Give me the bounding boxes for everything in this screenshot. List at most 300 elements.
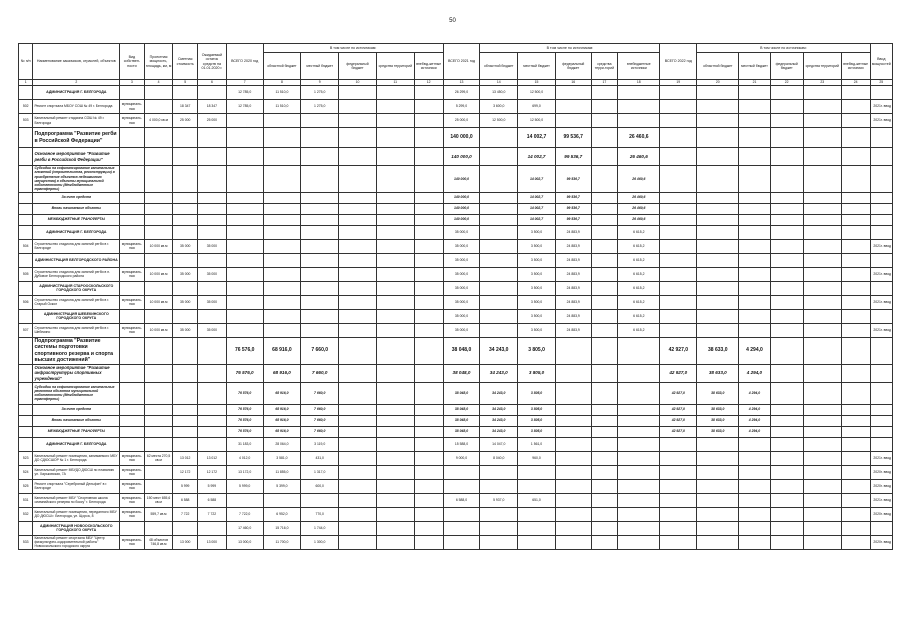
value-cell: [339, 323, 377, 337]
table-row: [19, 192, 893, 203]
table-row: [19, 114, 893, 128]
value-cell: 11 510,0: [263, 86, 301, 100]
value-cell: [555, 86, 591, 100]
info-cell: [120, 225, 144, 239]
value-cell: 5 299,0: [443, 100, 480, 114]
value-cell: [660, 114, 697, 128]
value-cell: [414, 404, 443, 415]
value-cell: [591, 535, 618, 549]
value-cell: 42 927,0: [660, 382, 697, 404]
value-cell: [480, 148, 518, 166]
value-cell: [739, 281, 770, 295]
row-number-cell: [19, 426, 33, 437]
value-cell: 3 805,0: [518, 382, 556, 404]
value-cell: 99 536,7: [555, 192, 591, 203]
column-number: 15: [518, 80, 556, 86]
info-cell: [144, 404, 173, 415]
value-cell: 6 615,2: [618, 295, 660, 309]
value-cell: [618, 535, 660, 549]
sub-terr-2021: средства терри-торий: [591, 53, 618, 80]
value-cell: [739, 253, 770, 267]
value-cell: [301, 493, 339, 507]
value-cell: [376, 239, 414, 253]
sub-fed-2022: федеральный бюджет: [770, 53, 803, 80]
column-number: 22: [770, 80, 803, 86]
info-cell: [144, 382, 173, 404]
value-cell: [660, 192, 697, 203]
value-cell: [376, 166, 414, 193]
value-cell: [660, 521, 697, 535]
value-cell: [376, 426, 414, 437]
value-cell: [803, 203, 841, 214]
value-cell: [263, 253, 301, 267]
value-cell: [591, 225, 618, 239]
info-cell: [173, 214, 197, 225]
value-cell: 24 883,9: [555, 323, 591, 337]
value-cell: [770, 225, 803, 239]
row-number-cell: [19, 337, 33, 364]
value-cell: 35 000,0: [443, 267, 480, 281]
column-number: 2: [33, 80, 120, 86]
info-cell: муниципаль-ная: [120, 451, 144, 465]
info-cell: [197, 148, 226, 166]
row-name-cell: Капитальный ремонт помещения, занимаемого МБУ ДО СДЮСШОР № 1 г. Белгорода: [33, 451, 120, 465]
table-row: [19, 148, 893, 166]
row-number-cell: 503: [19, 114, 33, 128]
value-cell: [339, 493, 377, 507]
value-cell: [301, 192, 339, 203]
info-cell: муниципаль-ная: [120, 114, 144, 128]
row-name-cell: АДМИНИСТРАЦИЯ Г. БЕЛГОРОДА: [33, 86, 120, 100]
value-cell: [376, 437, 414, 451]
value-cell: 7 660,0: [301, 337, 339, 364]
value-cell: [480, 166, 518, 193]
value-cell: [660, 323, 697, 337]
info-cell: [197, 521, 226, 535]
info-cell: [173, 337, 197, 364]
value-cell: [697, 309, 739, 323]
info-cell: [173, 128, 197, 148]
value-cell: [226, 493, 263, 507]
info-cell: 5 999: [173, 479, 197, 493]
value-cell: [555, 437, 591, 451]
value-cell: 42 927,0: [660, 404, 697, 415]
value-cell: [591, 86, 618, 100]
value-cell: 960,0: [518, 451, 556, 465]
info-cell: 7 722: [197, 507, 226, 521]
value-cell: [591, 521, 618, 535]
value-cell: [591, 267, 618, 281]
value-cell: 3 500,0: [518, 281, 556, 295]
value-cell: 11 700,0: [263, 535, 301, 549]
value-cell: 35 000,0: [443, 323, 480, 337]
value-cell: [660, 214, 697, 225]
commission-cell: 2021г. ввод: [870, 100, 892, 114]
info-cell: [120, 337, 144, 364]
value-cell: 15 716,0: [263, 521, 301, 535]
row-number-cell: 525: [19, 479, 33, 493]
row-name-cell: Строительство стадиона для занятий регби в г. Шебекино: [33, 323, 120, 337]
commission-cell: [870, 166, 892, 193]
value-cell: [697, 239, 739, 253]
value-cell: [480, 203, 518, 214]
value-cell: [555, 415, 591, 426]
column-number: 6: [197, 80, 226, 86]
info-cell: [120, 253, 144, 267]
value-cell: [263, 214, 301, 225]
value-cell: [591, 309, 618, 323]
value-cell: [803, 281, 841, 295]
commission-cell: 2021г. ввод: [870, 295, 892, 309]
commission-cell: 2020г. ввод: [870, 465, 892, 479]
value-cell: 699,0: [518, 100, 556, 114]
value-cell: [226, 148, 263, 166]
value-cell: [555, 100, 591, 114]
info-cell: [197, 203, 226, 214]
column-number: 8: [263, 80, 301, 86]
commission-cell: [870, 225, 892, 239]
column-number: 12: [414, 80, 443, 86]
value-cell: [414, 295, 443, 309]
value-cell: [376, 479, 414, 493]
value-cell: [803, 521, 841, 535]
value-cell: [841, 479, 870, 493]
value-cell: [414, 281, 443, 295]
commission-cell: [870, 426, 892, 437]
column-number: 23: [803, 80, 841, 86]
value-cell: [339, 451, 377, 465]
table-row: [19, 323, 893, 337]
value-cell: [339, 479, 377, 493]
value-cell: 24 883,9: [555, 267, 591, 281]
value-cell: 68 916,0: [263, 337, 301, 364]
row-name-cell: АДМИНИСТРАЦИЯ БЕЛГОРОДСКОГО РАЙОНА: [33, 253, 120, 267]
value-cell: [841, 148, 870, 166]
info-cell: [197, 415, 226, 426]
value-cell: [739, 166, 770, 193]
value-cell: 140 000,0: [443, 192, 480, 203]
value-cell: [591, 437, 618, 451]
value-cell: [739, 128, 770, 148]
value-cell: [739, 203, 770, 214]
value-cell: [770, 451, 803, 465]
value-cell: [480, 239, 518, 253]
value-cell: [263, 295, 301, 309]
value-cell: [770, 493, 803, 507]
value-cell: 31 183,0: [226, 437, 263, 451]
value-cell: [591, 203, 618, 214]
info-cell: муниципаль-ная: [120, 295, 144, 309]
value-cell: [591, 114, 618, 128]
table-row: [19, 253, 893, 267]
info-cell: 35 000: [197, 295, 226, 309]
value-cell: 68 916,0: [263, 415, 301, 426]
row-name-cell: Капитальный ремонт спортзала МБУ "Центр физкультурно-оздоровительной работы" Новооскольского городского округа: [33, 535, 120, 549]
value-cell: 38 633,0: [697, 404, 739, 415]
info-cell: [197, 192, 226, 203]
info-cell: [197, 382, 226, 404]
value-cell: [660, 295, 697, 309]
value-cell: [770, 404, 803, 415]
value-cell: [697, 114, 739, 128]
info-cell: [120, 148, 144, 166]
value-cell: [443, 535, 480, 549]
value-cell: [770, 309, 803, 323]
sub-fed-2021: федеральный бюджет: [555, 53, 591, 80]
table-row: [19, 364, 893, 382]
column-number: 13: [443, 80, 480, 86]
value-cell: [803, 239, 841, 253]
value-cell: [803, 128, 841, 148]
info-cell: [120, 214, 144, 225]
value-cell: [660, 148, 697, 166]
value-cell: [841, 364, 870, 382]
row-name-cell: МЕЖБЮДЖЕТНЫЕ ТРАНСФЕРТЫ: [33, 426, 120, 437]
info-cell: 18 347: [173, 100, 197, 114]
value-cell: [414, 323, 443, 337]
table-row: [19, 100, 893, 114]
info-cell: [173, 148, 197, 166]
value-cell: [226, 267, 263, 281]
value-cell: [480, 267, 518, 281]
value-cell: [339, 267, 377, 281]
value-cell: 3 805,0: [518, 415, 556, 426]
info-cell: [120, 426, 144, 437]
value-cell: [339, 437, 377, 451]
value-cell: [555, 451, 591, 465]
info-cell: 150 мест 655,6 кв.м: [144, 493, 173, 507]
info-cell: [197, 404, 226, 415]
value-cell: 26 460,6: [618, 148, 660, 166]
value-cell: [841, 100, 870, 114]
row-number-cell: [19, 225, 33, 239]
value-cell: [697, 281, 739, 295]
value-cell: [770, 521, 803, 535]
column-number: 11: [376, 80, 414, 86]
value-cell: 3 500,0: [518, 295, 556, 309]
info-cell: [120, 309, 144, 323]
value-cell: [414, 203, 443, 214]
value-cell: [591, 415, 618, 426]
info-cell: [120, 86, 144, 100]
value-cell: [841, 128, 870, 148]
value-cell: 600,0: [301, 479, 339, 493]
value-cell: [841, 267, 870, 281]
value-cell: [697, 100, 739, 114]
info-cell: [144, 426, 173, 437]
info-cell: 35 000: [197, 323, 226, 337]
value-cell: 3 119,0: [301, 437, 339, 451]
info-cell: 10 000 кв.м: [144, 323, 173, 337]
value-cell: [697, 253, 739, 267]
value-cell: [376, 214, 414, 225]
info-cell: [144, 364, 173, 382]
value-cell: [414, 437, 443, 451]
value-cell: [739, 86, 770, 100]
commission-cell: 2021г. ввод: [870, 114, 892, 128]
value-cell: [739, 465, 770, 479]
table-row: [19, 437, 893, 451]
value-cell: [301, 214, 339, 225]
commission-cell: 2021г. ввод: [870, 493, 892, 507]
value-cell: [591, 426, 618, 437]
info-cell: 13 000: [173, 535, 197, 549]
info-cell: [120, 521, 144, 535]
value-cell: [697, 465, 739, 479]
value-cell: [770, 415, 803, 426]
value-cell: [518, 535, 556, 549]
value-cell: 26 460,6: [618, 192, 660, 203]
value-cell: [591, 214, 618, 225]
value-cell: [618, 521, 660, 535]
value-cell: [618, 404, 660, 415]
info-cell: [144, 203, 173, 214]
table-row: [19, 309, 893, 323]
value-cell: [697, 437, 739, 451]
value-cell: [803, 404, 841, 415]
value-cell: [263, 192, 301, 203]
value-cell: [770, 295, 803, 309]
value-cell: [770, 100, 803, 114]
value-cell: [803, 214, 841, 225]
column-number: 24: [841, 80, 870, 86]
sub-obl-2021: областной бюджет: [480, 53, 518, 80]
value-cell: [841, 451, 870, 465]
value-cell: 7 660,0: [301, 364, 339, 382]
value-cell: [518, 479, 556, 493]
row-name-cell: Вновь начинаемые объекты: [33, 415, 120, 426]
value-cell: [803, 192, 841, 203]
info-cell: [173, 426, 197, 437]
value-cell: [263, 128, 301, 148]
info-cell: [120, 382, 144, 404]
value-cell: [660, 493, 697, 507]
value-cell: [301, 281, 339, 295]
value-cell: 38 048,0: [443, 426, 480, 437]
value-cell: 26 460,6: [618, 214, 660, 225]
value-cell: 4 012,0: [226, 451, 263, 465]
info-cell: 35 000: [173, 295, 197, 309]
table-row: [19, 465, 893, 479]
value-cell: 34 243,0: [480, 404, 518, 415]
commission-cell: [870, 437, 892, 451]
table-row: [19, 493, 893, 507]
row-number-cell: [19, 214, 33, 225]
value-cell: [226, 214, 263, 225]
value-cell: 1 561,0: [518, 437, 556, 451]
value-cell: [739, 114, 770, 128]
value-cell: 3 600,0: [480, 100, 518, 114]
row-name-cell: Капитальный ремонт стадиона СОШ № 49 г. Белгорода: [33, 114, 120, 128]
info-cell: [144, 86, 173, 100]
col-ownership-header: Вид собствен-ности: [120, 44, 144, 80]
table-row: [19, 239, 893, 253]
value-cell: [803, 295, 841, 309]
value-cell: [376, 225, 414, 239]
commission-cell: [870, 148, 892, 166]
value-cell: [414, 214, 443, 225]
value-cell: [591, 295, 618, 309]
value-cell: 68 916,0: [263, 382, 301, 404]
value-cell: 5 399,0: [263, 479, 301, 493]
value-cell: [591, 479, 618, 493]
value-cell: [376, 507, 414, 521]
row-name-cell: Вновь начинаемые объекты: [33, 203, 120, 214]
info-cell: муниципаль-ная: [120, 100, 144, 114]
value-cell: [443, 507, 480, 521]
value-cell: 3 500,0: [518, 323, 556, 337]
value-cell: [555, 535, 591, 549]
value-cell: 7 722,0: [226, 507, 263, 521]
value-cell: [618, 437, 660, 451]
value-cell: [770, 323, 803, 337]
value-cell: [414, 225, 443, 239]
value-cell: 9 000,0: [443, 451, 480, 465]
column-number: 1: [19, 80, 33, 86]
value-cell: [339, 166, 377, 193]
value-cell: [226, 281, 263, 295]
row-number-cell: [19, 253, 33, 267]
value-cell: 38 048,0: [443, 337, 480, 364]
info-cell: [197, 86, 226, 100]
commission-cell: [870, 192, 892, 203]
value-cell: [263, 281, 301, 295]
table-row: [19, 203, 893, 214]
value-cell: [518, 465, 556, 479]
value-cell: 68 916,0: [263, 404, 301, 415]
value-cell: [770, 479, 803, 493]
value-cell: 6 615,2: [618, 253, 660, 267]
value-cell: 1 744,0: [301, 521, 339, 535]
sub-terr-2020: средства территорий: [376, 53, 414, 80]
table-row: [19, 426, 893, 437]
info-cell: 6 588: [173, 493, 197, 507]
value-cell: [226, 192, 263, 203]
table-row: [19, 521, 893, 535]
value-cell: [263, 323, 301, 337]
value-cell: [803, 535, 841, 549]
value-cell: [591, 128, 618, 148]
value-cell: [480, 309, 518, 323]
value-cell: [770, 382, 803, 404]
value-cell: [660, 128, 697, 148]
value-cell: [226, 323, 263, 337]
value-cell: 4 294,0: [739, 415, 770, 426]
value-cell: 4 294,0: [739, 404, 770, 415]
sub-terr-2022: средства территорий: [803, 53, 841, 80]
value-cell: [803, 166, 841, 193]
commission-cell: 2020г. ввод: [870, 535, 892, 549]
value-cell: [339, 465, 377, 479]
value-cell: [770, 465, 803, 479]
value-cell: [376, 253, 414, 267]
value-cell: [376, 114, 414, 128]
info-cell: [144, 465, 173, 479]
value-cell: [739, 309, 770, 323]
value-cell: [591, 507, 618, 521]
sub-mest-2021: местный бюджет: [518, 53, 556, 80]
value-cell: [841, 521, 870, 535]
value-cell: [263, 239, 301, 253]
value-cell: 38 048,0: [443, 382, 480, 404]
value-cell: 35 000,0: [443, 295, 480, 309]
value-cell: 8 040,0: [480, 451, 518, 465]
info-cell: 7 722: [173, 507, 197, 521]
row-name-cell: МЕЖБЮДЖЕТНЫЕ ТРАНСФЕРТЫ: [33, 214, 120, 225]
value-cell: 7 660,0: [301, 404, 339, 415]
col-total-2020-header: ВСЕГО 2020 год: [226, 44, 263, 80]
value-cell: [770, 281, 803, 295]
